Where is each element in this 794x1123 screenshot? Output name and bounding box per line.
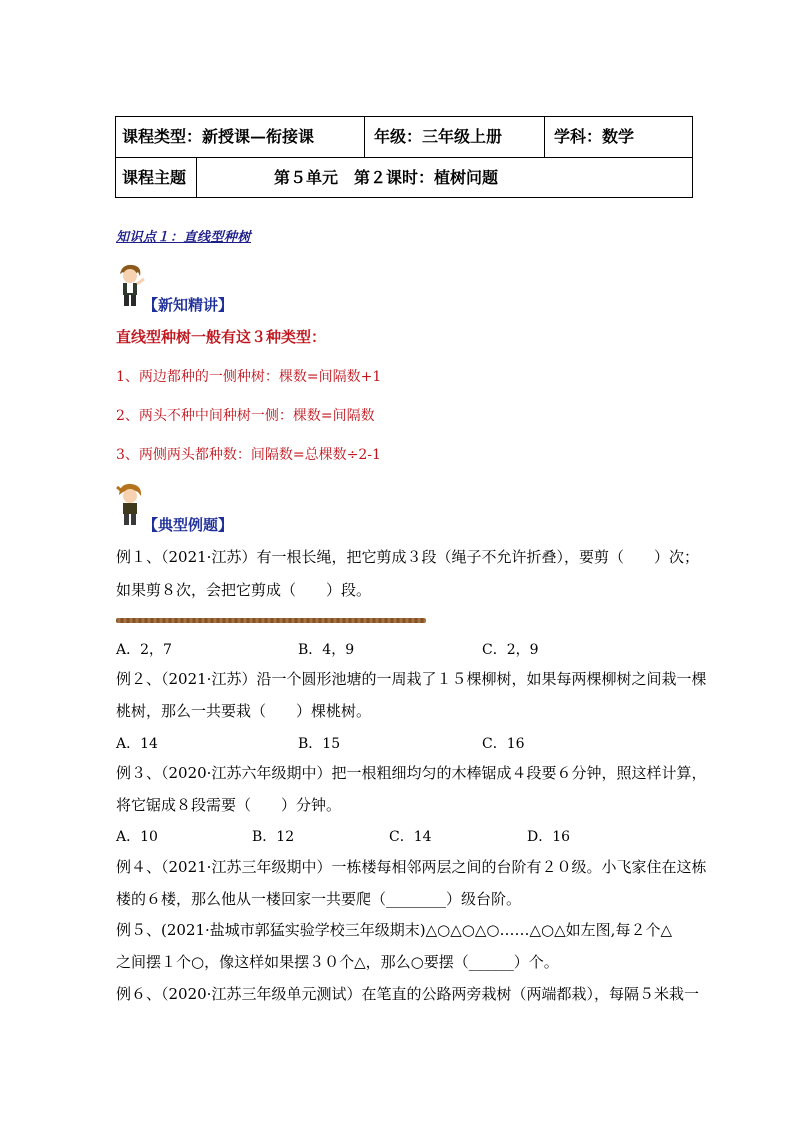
rule-item: 3、两侧两头都种数：间隔数=总棵数÷2-1 — [116, 447, 381, 463]
option-b: B．15 — [298, 736, 341, 752]
option-b: B．12 — [252, 829, 295, 845]
topic-label-cell: 课程主题 — [122, 168, 187, 187]
example-3-line-1: 例３、（2020·江苏六年级期中）把一根粗细均匀的木棒锯成４段要６分钟，照这样计算， — [116, 764, 707, 782]
new-knowledge-heading: 【新知精讲】 — [143, 296, 234, 314]
option-a: A．14 — [116, 736, 158, 752]
option-c: C．14 — [389, 829, 432, 845]
option-a: A．2，7 — [116, 642, 172, 658]
example-4-line-1: 例４、（2021·江苏三年级期中）一栋楼每相邻两层之间的台阶有２０级。小飞家住在这栋 — [116, 858, 707, 876]
example-1-line-1: 例１、（2021·江苏）有一根长绳，把它剪成３段（绳子不允许折叠），要剪（ ）次； — [116, 548, 699, 566]
example-2-line-2: 桃树，那么一共要栽（ ）棵桃树。 — [116, 702, 372, 720]
new-knowledge-intro: 直线型种树一般有这３种类型： — [116, 328, 327, 346]
rule-item: 2、两头不种中间种树一侧：棵数=间隔数 — [116, 408, 375, 424]
typical-examples-heading: 【典型例题】 — [143, 516, 234, 534]
option-c: C．2，9 — [482, 642, 539, 658]
subject-cell: 学科：数学 — [554, 127, 635, 146]
table-divider — [196, 158, 197, 198]
example-2-line-1: 例２、（2021·江苏）沿一个圆形池塘的一周栽了１５棵柳树，如果每两棵柳树之间栽一棵 — [116, 670, 707, 688]
rope-image — [116, 618, 426, 623]
option-a: A．10 — [116, 829, 158, 845]
example-6-line-1: 例６、（2020·江苏三年级单元测试）在笔直的公路两旁栽树（两端都栽），每隔５米栽一 — [116, 985, 699, 1003]
example-4-line-2: 楼的６楼，那么他从一楼回家一共要爬（________）级台阶。 — [116, 890, 522, 908]
example-5-line-2: 之间摆１个○，像这样如果摆３０个△，那么○要摆（______）个。 — [116, 953, 559, 971]
table-row — [116, 117, 692, 158]
table-row — [116, 158, 692, 198]
course-type-cell: 课程类型：新授课—衔接课 — [122, 127, 315, 146]
example-5-line-1: 例５、(2021·盐城市郭猛实验学校三年级期末)△○△○△○……△○△如左图,每２个△ — [116, 921, 672, 939]
option-c: C．16 — [482, 736, 525, 752]
table-divider — [544, 117, 545, 158]
knowledge-point-title: 知识点１：直线型种树 — [116, 230, 252, 245]
example-3-line-2: 将它锯成８段需要（ ）分钟。 — [116, 796, 342, 814]
course-info-table — [115, 116, 693, 198]
table-divider — [364, 117, 365, 158]
rule-item: 1、两边都种的一侧种树：棵数=间隔数+1 — [116, 369, 382, 385]
topic-cell: 第５单元 第２课时：植树问题 — [274, 168, 499, 187]
example-1-line-2: 如果剪８次，会把它剪成（ ）段。 — [116, 581, 372, 599]
grade-cell: 年级：三年级上册 — [374, 127, 503, 146]
option-d: D．16 — [527, 829, 571, 845]
option-b: B．4，9 — [298, 642, 355, 658]
